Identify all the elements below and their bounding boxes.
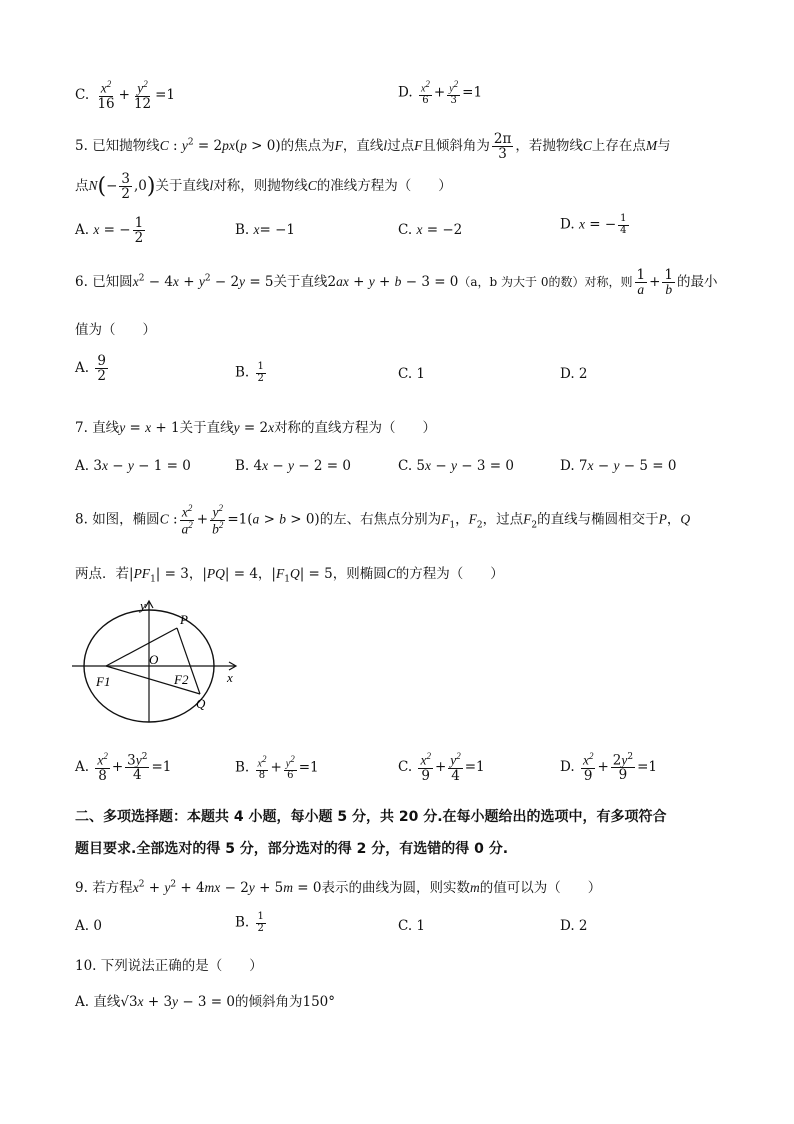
label-x: x <box>227 670 233 685</box>
question-6-line-2: 值为（ ） <box>75 322 156 338</box>
q4-option-c: C. $\frac{x^2}{16}$ + $\frac{y^2}{12}$ =1 <box>75 79 176 112</box>
section-2-heading-line-2: 题目要求.全部选对的得 5 分，部分选对的得 2 分，有选错的得 0 分. <box>75 841 509 857</box>
q9-option-a: A. 0 <box>75 918 102 934</box>
option-label: C. <box>75 86 90 103</box>
section-2-heading-line-1: 二、多项选择题：本题共 4 小题，每小题 5 分，共 20 分.在每小题给出的选项中，有多项符合 <box>75 809 667 825</box>
q8-option-b: B. $\frac{x^2}{8}$ + $\frac{y^2}{6}$ =1 <box>235 754 319 781</box>
option-label: D. <box>398 84 413 101</box>
label-o: O <box>149 652 159 667</box>
label-y: y <box>140 598 146 613</box>
label-f2: F2 <box>174 672 189 687</box>
question-10: 10. 下列说法正确的是（ ） <box>75 958 263 974</box>
q7-option-b: B. 4x − y − 2 = 0 <box>235 458 351 474</box>
q7-option-a: A. 3x − y − 1 = 0 <box>75 458 191 474</box>
q4-option-d: D. $\frac{x^2}{6}$ + $\frac{y^2}{3}$ =1 <box>398 79 483 106</box>
q6-option-b: B. $\frac{1}{2}$ <box>235 361 264 384</box>
q8-option-a: A. $\frac{x^2}{8}$ + $\frac{3y^2}{4}$ =1 <box>75 751 172 784</box>
q7-option-c: C. 5x − y − 3 = 0 <box>398 458 514 474</box>
q9-option-b: B. $\frac{1}{2}$ <box>235 911 264 934</box>
question-8-line-2: 两点．若$|PF_1| = 3$，|PQ| = 4，$|F_1Q| = 5$，则椭圆C的方程为（ ） <box>75 566 504 585</box>
segment-f1-p <box>106 628 177 666</box>
label-q: Q <box>196 696 206 711</box>
q5-option-b: B. x= −1 <box>235 222 296 238</box>
q5-option-a: A. x = − $\frac{1}{2}$ <box>75 215 144 247</box>
q6-option-d: D. 2 <box>560 366 588 382</box>
q6-option-a: A. $\frac{9}{2}$ <box>75 353 106 385</box>
question-9: 9. 若方程$x^2 + y^2 + 4mx - 2y + 5m = 0$表示的曲线为圆，则实数m的值可以为（ ） <box>75 879 602 896</box>
q8-option-c: C. $\frac{x^2}{9}$ + $\frac{y^2}{4}$ =1 <box>398 751 485 784</box>
question-5-line-1: 5. 已知抛物线C : $y^2 = 2px(p > 0)$的焦点为F，直线l过点F且倾斜角为 $\frac{2\pi}{3}$ ，若抛物线C上存在点M与 <box>75 131 671 163</box>
q8-option-d: D. $\frac{x^2}{9}$ + $\frac{2y^2}{9}$ =1 <box>560 751 657 784</box>
q9-option-c: C. 1 <box>398 918 426 934</box>
q5-option-d: D. x = − $\frac{1}{4}$ <box>560 213 627 236</box>
q5-option-c: C. x = −2 <box>398 222 463 238</box>
question-8-line-1: 8. 如图，椭圆C : $\frac{x^2}{a^2}$ + $\frac{y^2}{b^2}$ =1(a > b > 0)的左、右焦点分别为$F_1$，$F_2$，过点$F_2$的直线与椭圆相交于P，Q <box>75 503 691 537</box>
question-6-line-1: 6. 已知圆$x^2 - 4x + y^2 - 2y = 5$关于直线2ax + y + b − 3 = 0（a，b 为大于 0的数）对称，则 $\frac{1}{a}$ + $\frac{1}{b}$ 的最小 <box>75 267 718 298</box>
ellipse-figure <box>70 598 250 728</box>
q6-option-c: C. 1 <box>398 366 426 382</box>
q9-option-d: D. 2 <box>560 918 588 934</box>
q7-option-d: D. 7x − y − 5 = 0 <box>560 458 677 474</box>
q10-option-a: A. 直线√3x + 3y − 3 = 0的倾斜角为150° <box>75 994 336 1010</box>
question-5-line-2: 点N(− $\frac{3}{2}$ ,0)关于直线l对称，则抛物线C的准线方程为（ ） <box>75 171 452 203</box>
question-7: 7. 直线y = x + 1关于直线y = 2x对称的直线方程为（ ） <box>75 420 437 436</box>
label-f1: F1 <box>96 674 111 689</box>
label-p: P <box>180 612 188 627</box>
